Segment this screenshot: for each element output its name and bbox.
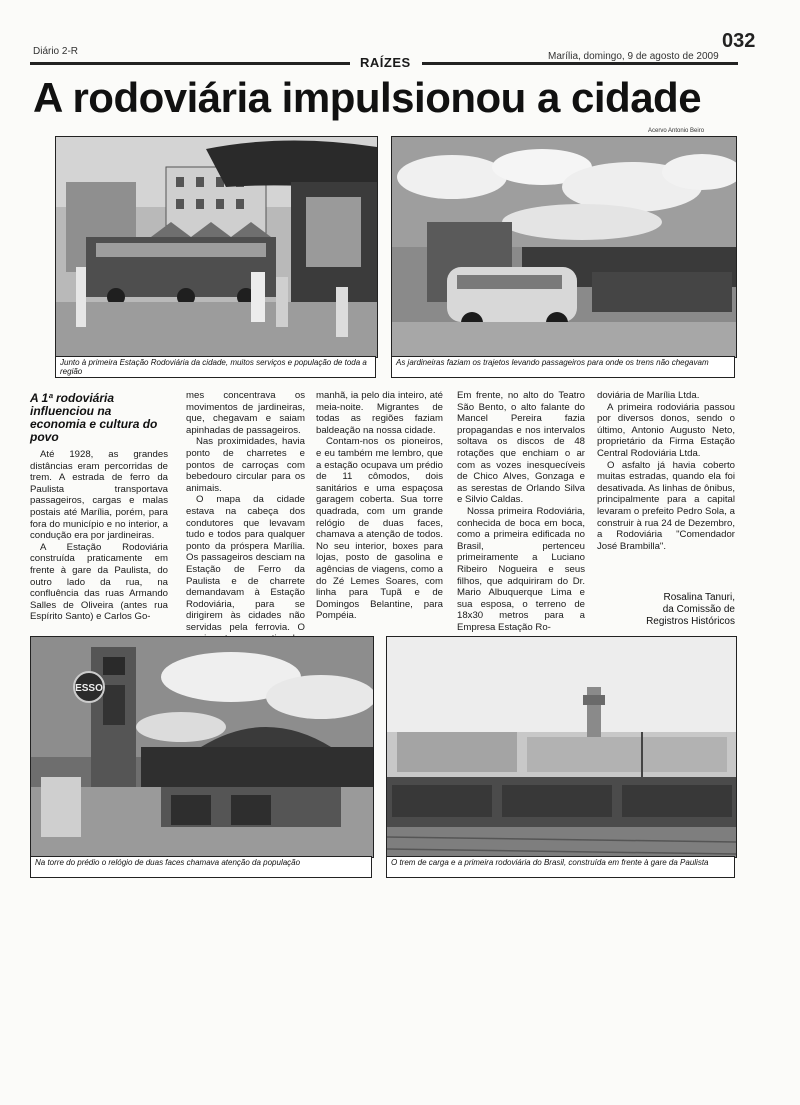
paragraph: Nas proximidades, havia ponto de charretes e pontos de carroças com bebedouro circular para os animais. — [186, 436, 305, 494]
esso-sign-text: ESSO — [75, 683, 103, 694]
article-kicker: A 1ª rodoviária influenciou na economia e cultura do povo — [30, 391, 158, 444]
page-number: 032 — [722, 30, 756, 52]
paragraph: A Estação Rodoviária construída praticamente em frente à gare da Paulista, do outro lado da rua, na confluência das ruas Armando Salles de Oliveira (antes rua Espírito Santo) e Carlos Go- — [30, 541, 168, 623]
article-column-2 — [186, 390, 305, 657]
article-column-4 — [457, 390, 585, 633]
photo-freight-train — [386, 636, 737, 858]
edition-label: Diário 2-R — [33, 46, 79, 57]
paragraph: mes concentrava os movimentos de jardineiras, que, chegavam e saiam apinhadas de passageiros. — [186, 390, 305, 436]
photo-caption: As jardineiras faziam os trajetos levando passageiros para onde os trens não chegavam — [391, 356, 735, 378]
paragraph: Em frente, no alto do Teatro São Bento, o alto falante do Mancel Pereira fazia propagandas e nos intervalos soltava os discos de 48 rotações que enchiam o ar com as vozes inesquecíveis de Chico Alves, Gonzaga e as serestas de Orlando Silva e Silvio Caldas. — [457, 390, 585, 506]
article-column-1 — [30, 449, 168, 623]
photo-bus-station — [55, 136, 378, 358]
author-role: da Comissão de — [662, 604, 735, 615]
paragraph: doviária de Marília Ltda. — [597, 390, 700, 401]
photo-jardineiras — [391, 136, 737, 358]
photo-clock-tower — [30, 636, 374, 858]
author-signature — [597, 592, 735, 628]
header-rule-right — [422, 62, 738, 65]
paragraph: Contam-nos os pioneiros, e eu também me lembro, que a estação ocupava um prédio de 11 cômodos, dois sanitários e uma espaçosa garagem coberta. Sua torre quadrada, com um grande relógio de duas faces, chamava a atenção de todos. No seu interior, boxes para lojas, posto de gasolina e agências de viagens, como a do Zé Lemes Soares, com linha para Tupã e de Domingos Belantine, para Pompéia. — [316, 436, 443, 622]
paragraph: A primeira rodoviária passou por diversos donos, sendo o último, Antonio Augusto Neto, proprietário da Firma Estação Central Rodoviária Ltda. — [597, 401, 735, 459]
photo-caption: O trem de carga e a primeira rodoviária do Brasil, construída em frente à gare da Paulista — [386, 856, 735, 878]
header-rule-left — [30, 62, 350, 65]
article-column-5 — [597, 390, 735, 552]
author-name: Rosalina Tanuri, — [663, 592, 735, 603]
section-label: RAÍZES — [360, 55, 411, 70]
paragraph: Nossa primeira Rodoviária, conhecida de boca em boca, como a primeira edificada no Brasil, pertenceu primeiramente a Luciano Ribeiro Nogueira e seus filhos, que adquiriram do Dr. Mario Albuquerque Lima e sua esposa, o terreno de 18x30 metros para a Empresa Estação Ro- — [457, 505, 585, 633]
photo-caption: Na torre do prédio o relógio de duas faces chamava atenção da população — [30, 856, 372, 878]
paragraph: Até 1928, as grandes distâncias eram percorridas de trem. A estrada de ferro da Paulista transportava passageiros, cargas e malas postais até Marília, porém, para fora do município e no interior, a condução era por jardineiras. — [30, 449, 168, 542]
photo-caption: Junto à primeira Estação Rodoviária da cidade, muitos serviços e população de toda a região — [55, 356, 376, 378]
paragraph: O mapa da cidade estava na cabeça dos condutores que levavam tudo e todos para qualquer ponto da próspera Marília. Os passageiros desciam na Estação de Ferro da Paulista e de charrete demandavam à Estação Rodoviária, para se dirigirem às cidades não servidas pela ferrovia. O — [186, 494, 305, 633]
article-column-3 — [316, 390, 443, 622]
photo-credit: Acervo Antonio Beiro — [648, 128, 705, 134]
paragraph: O asfalto já havia coberto muitas estradas, quando ela foi desativada. As linhas de ônibus, principalmente para a capital levaram o prefeito Pedro Sola, a construir à rua 24 de Dezembro, a Rodoviária "Comendador José Brambilla". — [597, 459, 735, 552]
dateline: Marília, domingo, 9 de agosto de 2009 — [548, 51, 719, 62]
headline: A rodoviária impulsionou a cidade — [33, 74, 702, 121]
author-role: Registros Históricos — [646, 616, 735, 627]
paragraph: manhã, ia pelo dia inteiro, até meia-noite. Migrantes de todas as regiões faziam baldeação na nossa cidade. — [316, 390, 443, 436]
